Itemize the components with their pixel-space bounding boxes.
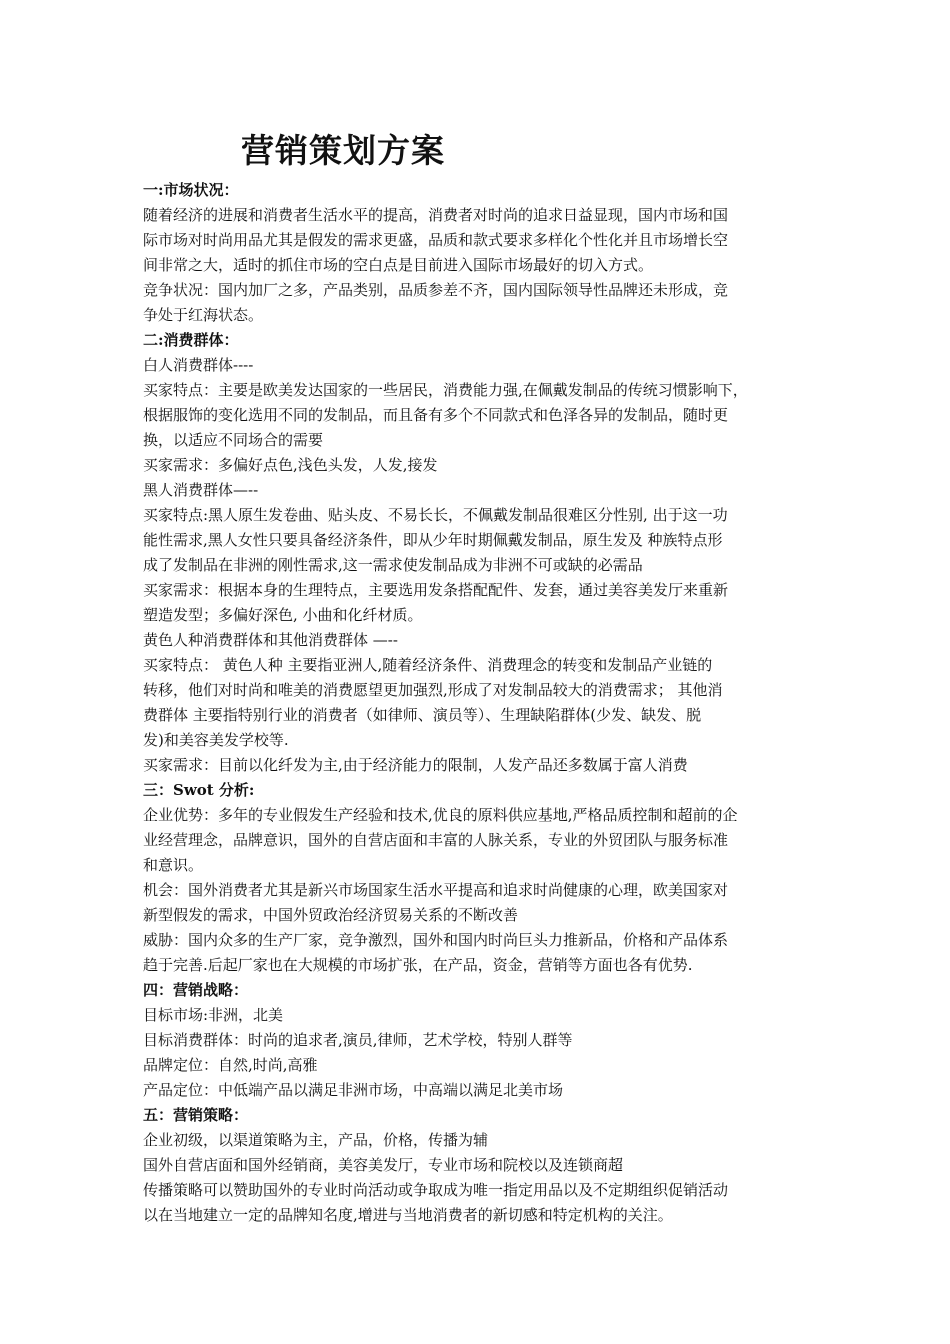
text-line: 买家特点： 黄色人种 主要指亚洲人,随着经济条件、消费理念的转变和发制品产业链的 bbox=[143, 656, 713, 674]
section-heading: 五：营销策略： bbox=[143, 1106, 249, 1124]
text-line: 买家需求：多偏好点色,浅色头发，人发,接发 bbox=[143, 456, 438, 474]
text-line: 买家特点:黑人原生发卷曲、贴头皮、不易长长，不佩戴发制品很难区分性别, 出于这一功 bbox=[143, 506, 728, 524]
text-line: 随着经济的进展和消费者生活水平的提高，消费者对时尚的追求日益显现，国内市场和国 bbox=[143, 206, 729, 224]
text-line: 转移，他们对时尚和唯美的消费愿望更加强烈,形成了对发制品较大的消费需求； 其他消 bbox=[143, 681, 723, 699]
text-line: 换，以适应不同场合的需要 bbox=[143, 431, 324, 449]
text-line: 买家特点：主要是欧美发达国家的一些居民，消费能力强,在佩戴发制品的传统习惯影响下， bbox=[143, 381, 748, 399]
text-line: 企业初级，以渠道策略为主，产品，价格，传播为辅 bbox=[143, 1131, 489, 1149]
text-line: 产品定位：中低端产品以满足非洲市场，中高端以满足北美市场 bbox=[143, 1081, 564, 1099]
text-line: 成了发制品在非洲的刚性需求,这一需求使发制品成为非洲不可或缺的必需品 bbox=[143, 556, 643, 574]
text-line: 塑造发型；多偏好深色, 小曲和化纤材质。 bbox=[143, 606, 423, 624]
section-heading: 一:市场状况： bbox=[143, 181, 239, 199]
text-line: 目标市场:非洲，北美 bbox=[143, 1006, 284, 1024]
text-line: 际市场对时尚用品尤其是假发的需求更盛，品质和款式要求多样化个性化并且市场增长空 bbox=[143, 231, 729, 249]
section-heading: 四：营销战略： bbox=[143, 981, 249, 999]
text-line: 买家需求：目前以化纤发为主,由于经济能力的限制，人发产品还多数属于富人消费 bbox=[143, 756, 688, 774]
text-line: 国外自营店面和国外经销商，美容美发厅，专业市场和院校以及连锁商超 bbox=[143, 1156, 624, 1174]
text-line: 以在当地建立一定的品牌知名度,增进与当地消费者的新切感和特定机构的关注。 bbox=[143, 1206, 673, 1224]
text-line: 传播策略可以赞助国外的专业时尚活动或争取成为唯一指定用品以及不定期组织促销活动 bbox=[143, 1181, 729, 1199]
text-line: 和意识。 bbox=[143, 856, 204, 874]
text-line: 费群体 主要指特别行业的消费者（如律师、演员等）、生理缺陷群体(少发、缺发、脱 bbox=[143, 706, 702, 724]
section-heading: 二:消费群体： bbox=[143, 331, 239, 349]
document-body bbox=[143, 178, 823, 1228]
text-line: 根据服饰的变化选用不同的发制品，而且备有多个不同款式和色泽各异的发制品，随时更 bbox=[143, 406, 729, 424]
text-line: 竞争状况：国内加厂之多，产品类别，品质参差不齐，国内国际领导性品牌还未形成，竞 bbox=[143, 281, 729, 299]
text-line: 发)和美容美发学校等. bbox=[143, 731, 289, 749]
text-line: 间非常之大，适时的抓住市场的空白点是目前进入国际市场最好的切入方式。 bbox=[143, 256, 654, 274]
text-line: 品牌定位：自然,时尚,高雅 bbox=[143, 1056, 318, 1074]
text-line: 黑人消费群体—-- bbox=[143, 481, 259, 499]
document-page bbox=[143, 126, 823, 1228]
text-line: 目标消费群体：时尚的追求者,演员,律师，艺术学校，特别人群等 bbox=[143, 1031, 573, 1049]
text-line: 企业优势：多年的专业假发生产经验和技术,优良的原料供应基地,严格品质控制和超前的企 bbox=[143, 806, 738, 824]
text-line: 趋于完善.后起厂家也在大规模的市场扩张，在产品，资金，营销等方面也各有优势. bbox=[143, 956, 693, 974]
text-line: 业经营理念，品牌意识，国外的自营店面和丰富的人脉关系，专业的外贸团队与服务标准 bbox=[143, 831, 729, 849]
document-title: 营销策划方案 bbox=[241, 131, 445, 170]
text-line: 买家需求：根据本身的生理特点，主要选用发条搭配配件、发套，通过美容美发厅来重新 bbox=[143, 581, 729, 599]
text-line: 争处于红海状态。 bbox=[143, 306, 264, 324]
text-line: 能性需求,黑人女性只要具备经济条件，即从少年时期佩戴发制品，原生发及 种族特点形 bbox=[143, 531, 723, 549]
text-line: 黄色人种消费群体和其他消费群体 —-- bbox=[143, 631, 398, 649]
text-line: 机会：国外消费者尤其是新兴市场国家生活水平提高和追求时尚健康的心理，欧美国家对 bbox=[143, 881, 729, 899]
text-line: 新型假发的需求，中国外贸政治经济贸易关系的不断改善 bbox=[143, 906, 519, 924]
section-heading: 三：Swot 分析: bbox=[143, 781, 255, 799]
text-line: 白人消费群体---- bbox=[143, 356, 254, 374]
text-line: 威胁：国内众多的生产厂家，竞争激烈，国外和国内时尚巨头力推新品，价格和产品体系 bbox=[143, 931, 729, 949]
